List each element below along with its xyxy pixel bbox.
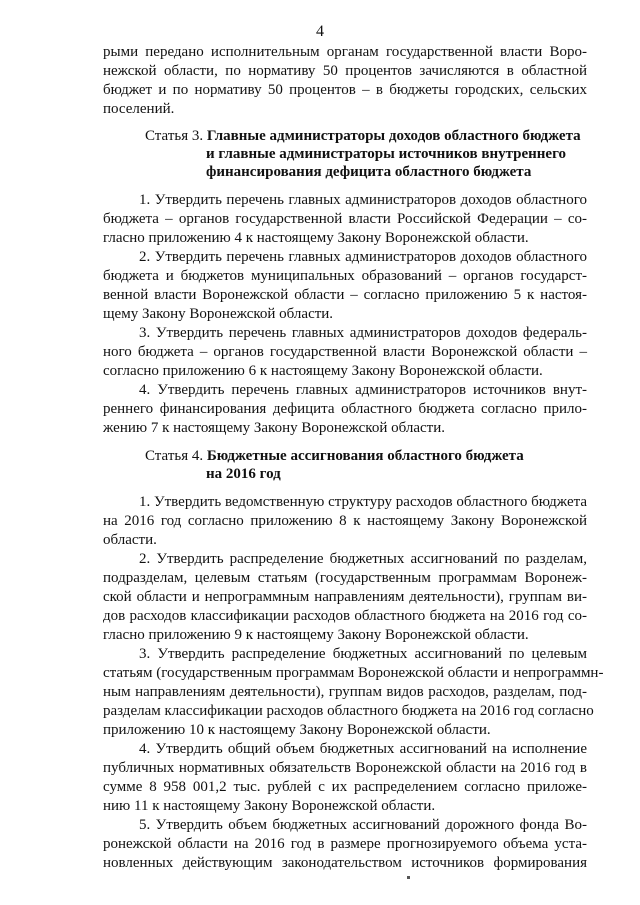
- body-line: разделам классификации расходов областного бюджета на 2016 год согласно: [103, 703, 594, 719]
- body-line: поселений.: [103, 101, 175, 117]
- body-line: ным направлениям деятельности), группам видов расходов, разделам, под-: [103, 684, 587, 700]
- body-line: нежской области, по нормативу 50 процентов зачисляются в областной: [103, 63, 587, 79]
- body-line: статьям (государственным программам Воронежской области и непрограммн-: [103, 665, 604, 681]
- body-line: ронежской области на 2016 год в размере прогнозируемого объема уста-: [103, 836, 587, 852]
- body-line: публичных нормативных обязательств Воронежской области на 2016 год в: [103, 760, 587, 776]
- body-line: жению 7 к настоящему Закону Воронежской области.: [103, 420, 445, 436]
- body-line: рыми передано исполнительным органам государственной власти Воро-: [103, 44, 587, 60]
- body-line: 1. Утвердить перечень главных администраторов доходов областного: [139, 192, 587, 208]
- body-line: новленных действующим законодательством источников формирования: [103, 855, 587, 871]
- body-line: щему Закону Воронежской области.: [103, 306, 334, 322]
- article-3-title: Главные администраторы доходов областного бюджета: [206, 128, 581, 144]
- body-line: венной власти Воронежской области – согласно приложению 5 к настоя-: [103, 287, 587, 303]
- body-line: дов расходов классификации расходов областного бюджета на 2016 год со-: [103, 608, 587, 624]
- body-line: нию 11 к настоящему Закону Воронежской области.: [103, 798, 436, 814]
- article-3-title-line: финансирования дефицита областного бюджета: [206, 164, 532, 180]
- body-line: на 2016 год согласно приложению 8 к настоящему Закону Воронежской: [103, 513, 587, 529]
- page-number: 4: [316, 23, 324, 40]
- article-4-title-line: на 2016 год: [206, 466, 281, 482]
- body-line: реннего финансирования дефицита областного бюджета согласно прило-: [103, 401, 587, 417]
- body-line: ской области и непрограммным направлениям деятельности), группам ви-: [103, 589, 587, 605]
- body-line: ного бюджета – органов государственной власти Воронежской области –: [103, 344, 587, 360]
- article-3-heading: [145, 127, 581, 145]
- body-line: 4. Утвердить общий объем бюджетных ассигнований на исполнение: [139, 741, 587, 757]
- body-line: гласно приложению 4 к настоящему Закону Воронежской области.: [103, 230, 529, 246]
- body-line: согласно приложению 6 к настоящему Закону Воронежской области.: [103, 363, 543, 379]
- body-line: бюджета – органов государственной власти Российской Федерации – со-: [103, 211, 587, 227]
- scan-speck: [407, 876, 410, 879]
- body-line: 5. Утвердить объем бюджетных ассигнований дорожного фонда Во-: [139, 817, 587, 833]
- body-line: приложению 10 к настоящему Закону Воронежской области.: [103, 722, 491, 738]
- body-line: бюджет и по нормативу 50 процентов – в бюджеты городских, сельских: [103, 82, 587, 98]
- body-line: 2. Утвердить перечень главных администраторов доходов областного: [139, 249, 587, 265]
- article-4-prefix: Статья 4.: [145, 448, 204, 464]
- body-line: 1. Утвердить ведомственную структуру расходов областного бюджета: [139, 494, 587, 510]
- body-line: 4. Утвердить перечень главных администраторов источников внут-: [139, 382, 587, 398]
- body-line: подразделам, целевым статьям (государственным программам Воронеж-: [103, 570, 587, 586]
- body-line: бюджета и бюджетов муниципальных образований – органов государст-: [103, 268, 587, 284]
- article-3-title-line: и главные администраторы источников внутреннего: [206, 146, 567, 162]
- body-line: 3. Утвердить перечень главных администраторов доходов федераль-: [139, 325, 587, 341]
- article-4-title: Бюджетные ассигнования областного бюджета: [206, 448, 524, 464]
- article-3-prefix: Статья 3.: [145, 128, 204, 144]
- body-line: 3. Утвердить распределение бюджетных ассигнований по целевым: [139, 646, 587, 662]
- body-line: области.: [103, 532, 157, 548]
- article-4-heading: [145, 447, 524, 465]
- body-line: 2. Утвердить распределение бюджетных ассигнований по разделам,: [139, 551, 587, 567]
- body-line: сумме 8 958 001,2 тыс. рублей с их распределением согласно приложе-: [103, 779, 587, 795]
- body-line: гласно приложению 9 к настоящему Закону Воронежской области.: [103, 627, 529, 643]
